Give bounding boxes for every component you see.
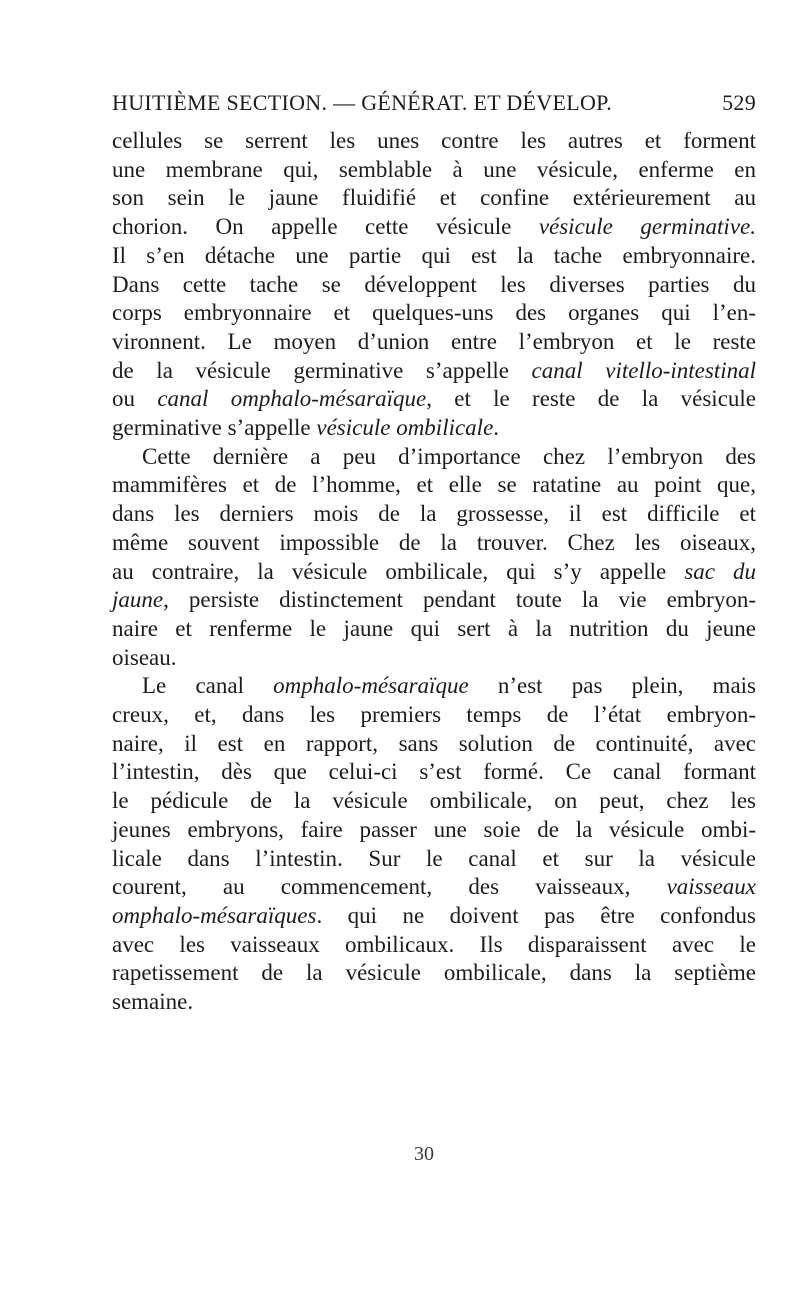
text-run: rapetissement de la vésicule ombilicale, dans la septième xyxy=(112,960,756,986)
text-run: même souvent impossible de la trouver. Chez les oiseaux, xyxy=(112,529,756,555)
text-run: corps embryonnaire et quelques-uns des organes qui l’en- xyxy=(112,300,756,326)
text-line xyxy=(112,127,756,156)
italic-term: jaune xyxy=(112,587,164,613)
text-line xyxy=(112,988,756,1017)
text-run: chorion. On appelle cette vésicule xyxy=(112,214,539,240)
text-run: courent, au commencement, des vaisseaux, xyxy=(112,874,667,900)
italic-term: sac du xyxy=(684,558,756,584)
text-run: semaine. xyxy=(112,989,194,1015)
text-run: le pédicule de la vésicule ombilicale, on peut, chez les xyxy=(112,788,756,814)
text-line xyxy=(112,902,756,931)
text-line xyxy=(112,357,756,386)
text-line xyxy=(112,816,756,845)
text-line xyxy=(112,156,756,185)
text-line xyxy=(112,471,756,500)
text-run: l’intestin, dès que celui-ci s’est formé. Ce canal formant xyxy=(112,759,756,785)
text-run: Il s’en détache une partie qui est la tache embryonnaire. xyxy=(112,242,756,268)
text-run: , et le reste de la vésicule xyxy=(426,386,757,412)
italic-term: omphalo-mésaraïque xyxy=(273,673,469,699)
text-line xyxy=(112,873,756,902)
italic-term: vaisseaux xyxy=(666,874,756,900)
text-line xyxy=(112,931,756,960)
text-line xyxy=(112,242,756,271)
text-run: creux, et, dans les premiers temps de l’état embryon- xyxy=(112,702,756,728)
text-line xyxy=(112,184,756,213)
text-run: son sein le jaune fluidifié et confine extérieurement au xyxy=(112,185,756,211)
text-line xyxy=(112,500,756,529)
body-text xyxy=(112,127,756,1017)
text-run: , persiste distinctement pendant toute la vie embryon- xyxy=(163,587,756,613)
text-line xyxy=(112,730,756,759)
text-line xyxy=(112,672,756,701)
text-line xyxy=(112,845,756,874)
text-line xyxy=(112,959,756,988)
text-line xyxy=(112,213,756,242)
text-run: licale dans l’intestin. Sur le canal et sur la vésicule xyxy=(112,845,756,871)
section-title: HUITIÈME SECTION. — GÉNÉRAT. ET DÉVELOP. xyxy=(112,90,613,115)
text-run: mammifères et de l’homme, et elle se ratatine au point que, xyxy=(112,472,756,498)
text-run: oiseau. xyxy=(112,644,177,670)
text-line xyxy=(112,328,756,357)
text-run: . qui ne doivent pas être confondus xyxy=(316,902,756,928)
text-run: germinative s’appelle xyxy=(112,415,317,441)
italic-term: omphalo-mésaraïques xyxy=(112,902,317,928)
signature-mark: 30 xyxy=(414,1143,434,1165)
text-run: Cette dernière a peu d’importance chez l’embryon des xyxy=(142,443,756,469)
text-run: vironnent. Le moyen d’union entre l’embryon et le reste xyxy=(112,328,756,354)
text-line xyxy=(112,787,756,816)
text-run: Dans cette tache se développent les diverses parties du xyxy=(112,271,756,297)
text-line xyxy=(112,414,756,443)
italic-term: canal omphalo-mésaraïque xyxy=(157,386,427,412)
text-line xyxy=(112,271,756,300)
text-run: naire et renferme le jaune qui sert à la nutrition du jeune xyxy=(112,615,756,641)
italic-term: vésicule germinative. xyxy=(538,214,756,240)
text-run: cellules se serrent les unes contre les autres et forment xyxy=(112,128,756,153)
text-run: une membrane qui, semblable à une vésicule, enferme en xyxy=(112,156,756,182)
text-line xyxy=(112,385,756,414)
text-line xyxy=(112,644,756,673)
text-run: jeunes embryons, faire passer une soie de la vésicule ombi- xyxy=(112,816,756,842)
text-run: . xyxy=(493,415,500,441)
italic-term: canal vitello-intestinal xyxy=(531,357,756,383)
text-line xyxy=(112,758,756,787)
running-header xyxy=(112,88,756,118)
text-line xyxy=(112,443,756,472)
text-run: au contraire, la vésicule ombilicale, qui s’y appelle xyxy=(112,558,685,584)
text-run: dans les derniers mois de la grossesse, il est difficile et xyxy=(112,501,756,527)
page-number: 529 xyxy=(722,90,756,115)
text-line xyxy=(112,558,756,587)
text-run: n’est pas plein, mais xyxy=(468,673,756,699)
text-run: Le canal xyxy=(142,673,274,699)
italic-term: vésicule ombilicale xyxy=(316,415,494,441)
text-run: naire, il est en rapport, sans solution de continuité, avec xyxy=(112,730,756,756)
text-line xyxy=(112,615,756,644)
text-line xyxy=(112,701,756,730)
text-line xyxy=(112,586,756,615)
text-run: avec les vaisseaux ombilicaux. Ils disparaissent avec le xyxy=(112,931,756,957)
text-run: ou xyxy=(112,386,158,412)
text-line xyxy=(112,529,756,558)
text-run: de la vésicule germinative s’appelle xyxy=(112,357,532,383)
text-line xyxy=(112,299,756,328)
